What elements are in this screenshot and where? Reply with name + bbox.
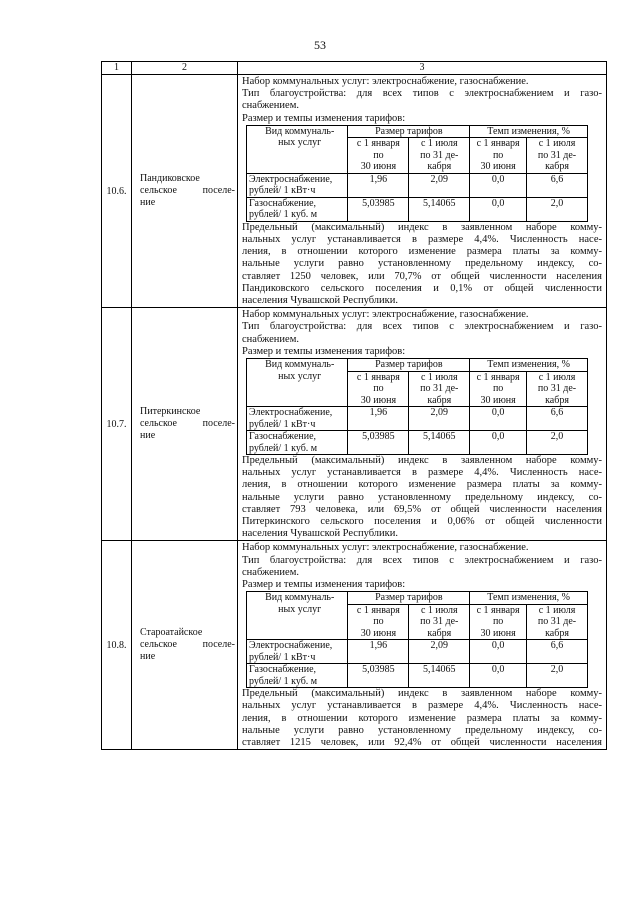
section-number: 10.8. — [102, 541, 132, 750]
period-line: с 1 июля — [538, 371, 576, 383]
service-name-line: Газоснабжение, — [249, 664, 317, 676]
tariff-value: 1,96 — [348, 173, 409, 197]
description-line: Пандиковского сельского поселения и 0,1% от общей численности — [242, 282, 602, 294]
service-type-header-line: Вид коммуналь- — [265, 359, 335, 371]
settlement-name-line: сельское поселе- — [140, 639, 235, 651]
tariff-value: 0,0 — [470, 197, 527, 221]
description-line: Набор коммунальных услуг: электроснабжение, газоснабжение. — [242, 309, 529, 321]
section-description — [238, 308, 607, 541]
tariff-row — [247, 173, 588, 197]
tariff-value: 2,0 — [527, 197, 588, 221]
service-name-line: рублей/ 1 кВт·ч — [249, 651, 316, 663]
description-line: населения Чувашской Республики. — [242, 528, 398, 540]
service-type-header-line: ных услуг — [278, 137, 322, 149]
description-line: ставляет 1215 человек, или 92,4% от общей численности населения — [242, 737, 602, 749]
tariff-value: 0,0 — [470, 431, 527, 455]
service-name-line: рублей/ 1 куб. м — [249, 209, 318, 221]
service-type-header — [247, 592, 348, 640]
period-line: по — [373, 149, 384, 161]
period-line: по — [492, 383, 504, 395]
tariff-table — [246, 125, 588, 222]
period-line: 30 июня — [360, 161, 397, 173]
section-number: 10.7. — [102, 308, 132, 541]
service-name-line: Электроснабжение, — [249, 173, 333, 185]
service-type-header-line: Вид коммуналь- — [265, 125, 335, 137]
period-line: кабря — [427, 161, 452, 173]
settlement-name-line: ние — [140, 197, 156, 209]
settlement-name — [132, 308, 238, 541]
section-row — [102, 541, 607, 750]
period-line: 30 июня — [360, 394, 397, 406]
service-name-line: Электроснабжение, — [249, 640, 333, 652]
period-line: с 1 января — [356, 138, 400, 150]
description-line: снабжением. — [242, 566, 299, 578]
description-line: Тип благоустройства: для всех типов с электроснабжением и газо- — [242, 88, 602, 100]
service-type-header-line: Вид коммуналь- — [265, 592, 335, 604]
period-line: с 1 июля — [538, 138, 576, 150]
service-name — [247, 407, 348, 431]
tariff-value: 1,96 — [348, 640, 409, 664]
description-line: нальные услуги равно установленному предельному индексу, со- — [242, 724, 602, 736]
period-header — [409, 371, 470, 407]
description-line: Предельный (максимальный) индекс в заявленном наборе комму- — [242, 221, 602, 233]
period-line: по 31 де- — [537, 383, 577, 395]
tariff-value: 2,0 — [527, 431, 588, 455]
description-line: Предельный (максимальный) индекс в заявленном наборе комму- — [242, 455, 602, 467]
period-line: по — [373, 383, 384, 395]
tariff-size-header: Размер тарифов — [348, 125, 470, 138]
service-name-line: рублей/ 1 куб. м — [249, 442, 318, 454]
description-line: Размер и темпы изменения тарифов: — [242, 579, 406, 591]
settlement-name-line: Пандиковское — [140, 173, 200, 185]
period-line: кабря — [545, 161, 569, 173]
tariff-row — [247, 407, 588, 431]
period-line: по 31 де- — [420, 383, 459, 395]
page-number: 53 — [314, 38, 326, 52]
tariff-value: 5,14065 — [409, 431, 470, 455]
tariff-rate-header: Темп изменения, % — [470, 592, 588, 605]
service-name — [247, 640, 348, 664]
description-line: населения Чувашской Республики. — [242, 295, 398, 307]
period-line: по 31 де- — [420, 149, 459, 161]
description-line: Предельный (максимальный) индекс в заявленном наборе комму- — [242, 688, 602, 700]
period-line: с 1 июля — [420, 138, 458, 150]
tariff-value: 6,6 — [527, 640, 588, 664]
description-line: нальных услуг устанавливается в размере 4,4%. Численность насе- — [242, 234, 602, 246]
settlement-name — [132, 541, 238, 750]
settlement-name-line: сельское поселе- — [140, 418, 235, 430]
period-line: кабря — [545, 627, 569, 639]
period-line: 30 июня — [480, 161, 516, 173]
service-name — [247, 431, 348, 455]
period-line: по — [492, 616, 504, 628]
settlement-name-line: Питеркинское — [140, 406, 201, 418]
tariff-row — [247, 431, 588, 455]
description-line: снабжением. — [242, 100, 299, 112]
description-line: Питеркинского сельского поселения и 0,06% от общей численности — [242, 516, 602, 528]
settlement-name-line: ние — [140, 651, 156, 663]
column-number: 1 — [102, 62, 132, 75]
tariff-value: 0,0 — [470, 407, 527, 431]
section-row — [102, 308, 607, 541]
period-line: с 1 января — [476, 371, 520, 383]
period-line: с 1 января — [356, 604, 400, 616]
tariff-value: 5,14065 — [409, 664, 470, 688]
tariff-table — [246, 591, 588, 688]
column-number: 2 — [132, 62, 238, 75]
tariff-value: 2,0 — [527, 664, 588, 688]
section-number: 10.6. — [102, 75, 132, 308]
tariff-value: 6,6 — [527, 407, 588, 431]
period-header — [470, 604, 527, 640]
description-line: Набор коммунальных услуг: электроснабжение, газоснабжение. — [242, 542, 529, 554]
tariff-value: 6,6 — [527, 173, 588, 197]
tariff-header-row — [247, 359, 588, 372]
tariff-header-row — [247, 592, 588, 605]
column-number: 3 — [238, 62, 607, 75]
period-header — [470, 138, 527, 174]
service-name-line: рублей/ 1 кВт·ч — [249, 185, 316, 197]
tariff-value: 5,03985 — [348, 197, 409, 221]
tariff-value: 1,96 — [348, 407, 409, 431]
tariff-size-header: Размер тарифов — [348, 359, 470, 372]
description-line: Тип благоустройства: для всех типов с электроснабжением и газо- — [242, 321, 602, 333]
description-line: Размер и темпы изменения тарифов: — [242, 112, 406, 124]
period-header — [527, 138, 588, 174]
period-line: по — [373, 616, 384, 628]
period-line: с 1 июля — [420, 604, 458, 616]
service-type-header — [247, 359, 348, 407]
period-line: кабря — [427, 394, 452, 406]
description-line: нальных услуг устанавливается в размере 4,4%. Численность насе- — [242, 467, 602, 479]
service-name-line: Газоснабжение, — [249, 197, 317, 209]
tariff-value: 5,03985 — [348, 431, 409, 455]
period-header — [348, 371, 409, 407]
period-line: с 1 января — [476, 138, 520, 150]
period-header — [409, 604, 470, 640]
settlement-name-line: Староатайское — [140, 627, 203, 639]
period-header — [470, 371, 527, 407]
period-header — [409, 138, 470, 174]
tariff-value: 2,09 — [409, 640, 470, 664]
tariff-size-header: Размер тарифов — [348, 592, 470, 605]
service-name — [247, 173, 348, 197]
period-line: по 31 де- — [420, 616, 459, 628]
description-line: снабжением. — [242, 333, 299, 345]
period-line: кабря — [545, 394, 569, 406]
period-line: с 1 июля — [420, 371, 458, 383]
description-line: ления, в отношении которого изменение размера платы за комму- — [242, 479, 602, 491]
tariff-value: 5,14065 — [409, 197, 470, 221]
tariff-rate-header: Темп изменения, % — [470, 359, 588, 372]
description-line: Размер и темпы изменения тарифов: — [242, 345, 406, 357]
tariff-value: 2,09 — [409, 407, 470, 431]
service-name-line: рублей/ 1 куб. м — [249, 675, 318, 687]
tariff-row — [247, 640, 588, 664]
period-line: 30 июня — [360, 627, 397, 639]
service-name-line: Электроснабжение, — [249, 407, 333, 419]
period-line: с 1 июля — [538, 604, 576, 616]
description-line: нальных услуг устанавливается в размере 4,4%. Численность насе- — [242, 700, 602, 712]
period-header — [348, 138, 409, 174]
period-line: по 31 де- — [537, 616, 577, 628]
description-line: Набор коммунальных услуг: электроснабжение, газоснабжение. — [242, 76, 529, 87]
settlement-name-line: сельское поселе- — [140, 185, 235, 197]
column-number-row — [102, 62, 607, 75]
period-header — [527, 604, 588, 640]
tariff-row — [247, 197, 588, 221]
tariff-header-row — [247, 125, 588, 138]
section-row — [102, 75, 607, 308]
settlement-name-line: ние — [140, 430, 156, 442]
section-description — [238, 541, 607, 750]
tariff-value: 0,0 — [470, 640, 527, 664]
period-header — [348, 604, 409, 640]
tariff-value: 0,0 — [470, 173, 527, 197]
description-line: нальные услуги равно установленному предельному индексу, со- — [242, 491, 602, 503]
tariff-value: 2,09 — [409, 173, 470, 197]
description-line: ления, в отношении которого изменение размера платы за комму- — [242, 246, 602, 258]
service-name-line: Газоснабжение, — [249, 431, 317, 443]
description-line: ления, в отношении которого изменение размера платы за комму- — [242, 712, 602, 724]
service-type-header-line: ных услуг — [278, 370, 322, 382]
service-type-header — [247, 125, 348, 173]
service-name — [247, 664, 348, 688]
settlement-name — [132, 75, 238, 308]
tariff-table — [246, 358, 588, 455]
main-table — [101, 61, 607, 750]
period-line: 30 июня — [480, 627, 516, 639]
period-line: 30 июня — [480, 394, 516, 406]
period-line: кабря — [427, 627, 452, 639]
period-line: с 1 января — [476, 604, 520, 616]
description-line: ставляет 793 человека, или 69,5% от общей численности населения — [242, 503, 602, 515]
period-line: по — [492, 149, 504, 161]
service-type-header-line: ных услуг — [278, 603, 322, 615]
period-line: с 1 января — [356, 371, 400, 383]
section-description — [238, 75, 607, 308]
description-line: ставляет 1250 человек, или 70,7% от общей численности населения — [242, 270, 602, 282]
period-line: по 31 де- — [537, 149, 577, 161]
description-line: Тип благоустройства: для всех типов с электроснабжением и газо- — [242, 554, 602, 566]
period-header — [527, 371, 588, 407]
tariff-rate-header: Темп изменения, % — [470, 125, 588, 138]
service-name — [247, 197, 348, 221]
tariff-row — [247, 664, 588, 688]
tariff-value: 5,03985 — [348, 664, 409, 688]
tariff-value: 0,0 — [470, 664, 527, 688]
service-name-line: рублей/ 1 кВт·ч — [249, 418, 316, 430]
description-line: нальные услуги равно установленному предельному индексу, со- — [242, 258, 602, 270]
